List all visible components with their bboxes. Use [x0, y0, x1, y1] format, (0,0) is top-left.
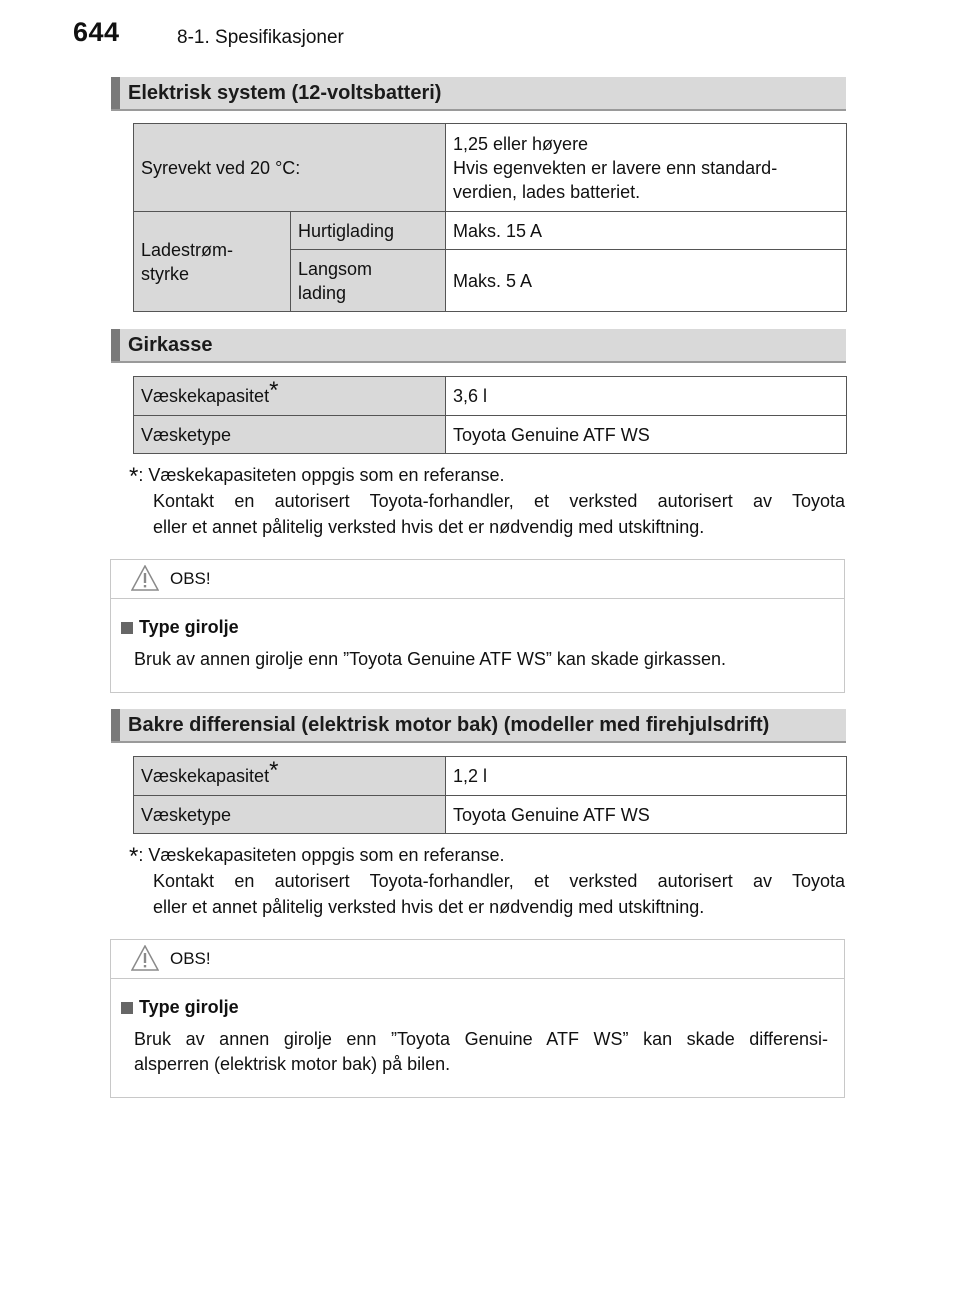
notice-subtitle-text: Type girolje [139, 617, 239, 637]
notice-header [111, 560, 844, 599]
section-title: Girkasse [128, 334, 213, 356]
chapter-title: 8-1. Spesifikasjoner [177, 27, 344, 48]
notice-header [111, 940, 844, 979]
square-bullet-icon [121, 622, 133, 634]
capacity-label [134, 757, 446, 796]
notice-body [111, 599, 844, 672]
notice-text-line: alsperren (elektrisk motor bak) på bilen. [134, 1054, 451, 1074]
rear-diff-table [133, 756, 847, 834]
table-row [134, 416, 847, 454]
table-row [134, 757, 847, 796]
gearbox-table [133, 376, 847, 454]
footnote-line: eller et annet pålitelig verksted hvis det er nødvendig med utskiftning. [153, 897, 705, 917]
capacity-value: 3,6 l [446, 377, 847, 416]
notice-body [111, 979, 844, 1077]
capacity-label [134, 377, 446, 416]
slow-value: Maks. 5 A [446, 250, 847, 312]
slow-label-line: Langsom [298, 258, 373, 279]
rear-diff-notice-box [110, 939, 845, 1098]
fluid-type-label: Væsketype [134, 796, 446, 834]
notice-subtitle-text: Type girolje [139, 997, 239, 1017]
acid-value-line: verdien, lades batteriet. [453, 181, 641, 202]
footnote-line: eller et annet pålitelig verksted hvis det er nødvendig med utskiftning. [153, 517, 705, 537]
charge-label-line: styrke [141, 263, 190, 284]
notice-subtitle [121, 997, 844, 1018]
charge-label-line: Ladestrøm- [141, 239, 234, 260]
section-header-gearbox [111, 329, 846, 363]
rear-diff-footnote [129, 841, 845, 920]
slow-label-line: lading [298, 282, 347, 303]
footnote-line [129, 841, 845, 868]
fluid-type-value: Toyota Genuine ATF WS [446, 416, 847, 454]
acid-label: Syrevekt ved 20 °C: [134, 124, 446, 212]
notice-text [121, 647, 844, 672]
fluid-type-value: Toyota Genuine ATF WS [446, 796, 847, 834]
asterisk: * [269, 757, 279, 784]
footnote-star: * [129, 843, 139, 870]
notice-text-line: Bruk av annen girolje enn ”Toyota Genuine ATF WS” kan skade differensi- [134, 1029, 828, 1049]
footnote-star: * [129, 463, 139, 490]
table-row [134, 124, 847, 212]
table-row [134, 212, 847, 250]
electrical-table [133, 123, 847, 312]
warning-triangle-icon [131, 565, 159, 591]
page-number: 644 [73, 17, 120, 47]
notice-subtitle [121, 617, 844, 638]
footnote-text: : Væskekapasiteten oppgis som en referanse. [138, 845, 505, 865]
acid-value-line: 1,25 eller høyere [453, 133, 589, 154]
fluid-type-label: Væsketype [134, 416, 446, 454]
table-row [134, 796, 847, 834]
section-bar [111, 329, 120, 361]
acid-value [446, 124, 847, 212]
capacity-label-text: Væskekapasitet [141, 386, 270, 406]
footnote-text: : Væskekapasiteten oppgis som en referanse. [138, 465, 505, 485]
notice-text [121, 1027, 844, 1077]
gearbox-footnote [129, 461, 845, 540]
gearbox-notice-box [110, 559, 845, 693]
notice-label: OBS! [170, 569, 211, 588]
table-row [134, 377, 847, 416]
section-title: Bakre differensial (elektrisk motor bak) (modeller med firehjulsdrift) [128, 714, 770, 736]
square-bullet-icon [121, 1002, 133, 1014]
footnote-line [129, 461, 845, 488]
capacity-value: 1,2 l [446, 757, 847, 796]
notice-text-line: Bruk av annen girolje enn ”Toyota Genuine ATF WS” kan skade girkassen. [134, 649, 726, 669]
section-bar [111, 77, 120, 109]
section-header-electrical [111, 77, 846, 111]
section-header-rear-diff [111, 709, 846, 743]
section-bar [111, 709, 120, 741]
acid-value-line: Hvis egenvekten er lavere enn standard- [453, 157, 778, 178]
asterisk: * [269, 377, 279, 404]
footnote-line: Kontakt en autorisert Toyota-forhandler, et verksted autorisert av Toyota [153, 491, 845, 511]
notice-label: OBS! [170, 949, 211, 968]
slow-label [291, 250, 446, 312]
footnote-line: Kontakt en autorisert Toyota-forhandler, et verksted autorisert av Toyota [153, 871, 845, 891]
warning-triangle-icon [131, 945, 159, 971]
section-title: Elektrisk system (12-voltsbatteri) [128, 82, 442, 104]
capacity-label-text: Væskekapasitet [141, 766, 270, 786]
fast-value: Maks. 15 A [446, 212, 847, 250]
fast-label: Hurtiglading [291, 212, 446, 250]
charge-label [134, 212, 291, 312]
